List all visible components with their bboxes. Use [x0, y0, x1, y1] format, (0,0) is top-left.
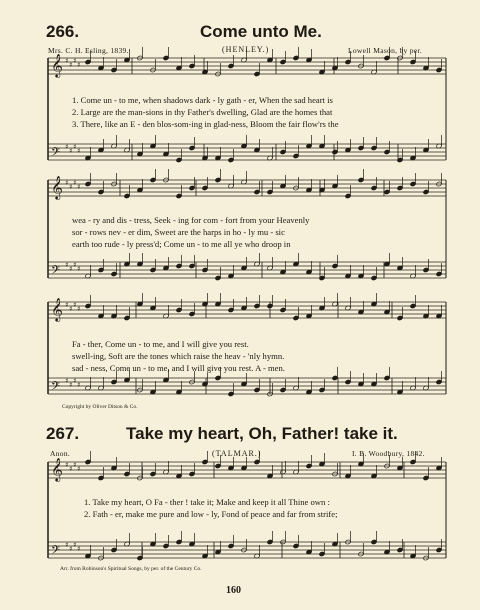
svg-text:♯: ♯ — [69, 61, 73, 69]
svg-text:♯: ♯ — [73, 143, 77, 151]
svg-text:♯: ♯ — [69, 183, 73, 191]
svg-text:♯: ♯ — [77, 305, 81, 313]
svg-text:♯: ♯ — [77, 465, 81, 473]
svg-text:𝄢: 𝄢 — [51, 146, 61, 162]
hymn-266-system-2-verse-1: wea - ry and dis - tress, Seek - ing for com - fort from your Heavenly — [72, 215, 310, 225]
svg-text:♯: ♯ — [77, 545, 81, 553]
hymn-266-title: Come unto Me. — [200, 22, 322, 41]
svg-text:♯: ♯ — [65, 261, 69, 269]
svg-text:𝄢: 𝄢 — [51, 264, 61, 280]
hymn-267-system-1-verse-1: 1. Take my heart, O Fa - ther ! take it; Make and keep it all Thine own : — [84, 497, 330, 507]
svg-text:♯: ♯ — [77, 61, 81, 69]
svg-text:𝄞: 𝄞 — [51, 297, 63, 321]
hymn-266-system-2-verse-3: earth too rude - ly press'd; Come un - to me all ye who droop in — [72, 239, 291, 249]
svg-text:♯: ♯ — [65, 143, 69, 151]
svg-text:♯: ♯ — [69, 147, 73, 155]
svg-text:♯: ♯ — [69, 381, 73, 389]
svg-text:♯: ♯ — [73, 301, 77, 309]
svg-text:♯: ♯ — [73, 461, 77, 469]
hymn-266-system-3-verse-2: swell-ing, Soft are the tones which raise the heav - 'nly hymn. — [72, 351, 285, 361]
svg-text:♯: ♯ — [77, 381, 81, 389]
hymn-267-author: Anon. — [50, 449, 71, 458]
page-number: 160 — [226, 585, 241, 596]
svg-text:𝄢: 𝄢 — [51, 380, 61, 396]
svg-text:♯: ♯ — [65, 301, 69, 309]
svg-text:𝄞: 𝄞 — [51, 457, 63, 481]
svg-text:♯: ♯ — [73, 261, 77, 269]
svg-text:♯: ♯ — [69, 305, 73, 313]
hymn-267-number: 267. — [46, 424, 80, 443]
svg-text:𝄢: 𝄢 — [51, 544, 61, 560]
hymn-266-system-1-verse-1: 1. Come un - to me, when shadows dark - ly gath - er, When the sad heart is — [72, 95, 333, 105]
svg-text:𝄞: 𝄞 — [51, 53, 63, 77]
svg-text:𝄞: 𝄞 — [51, 175, 63, 199]
hymn-266-system-1-verse-3: 3. There, like an E - den blos-som-ing in glad-ness, Bloom the fair flow'rs the — [72, 119, 339, 129]
svg-text:♯: ♯ — [73, 57, 77, 65]
hymn-266-system-3-verse-1: Fa - ther, Come un - to me, and I will give you rest. — [72, 339, 249, 349]
svg-text:♯: ♯ — [65, 57, 69, 65]
hymn-266-tune: (HENLEY.) — [222, 45, 270, 54]
svg-text:♯: ♯ — [69, 465, 73, 473]
hymn-266-composer: Lowell Mason, by per. — [348, 46, 422, 55]
svg-text:♯: ♯ — [65, 179, 69, 187]
hymn-266-number: 266. — [46, 22, 80, 41]
svg-text:♯: ♯ — [73, 377, 77, 385]
hymn-267-tune: (TALMAR.) — [212, 449, 262, 458]
hymn-266-author: Mrs. C. H. Esling, 1839. — [48, 46, 129, 55]
svg-text:♯: ♯ — [73, 179, 77, 187]
svg-text:♯: ♯ — [77, 265, 81, 273]
hymn-267-title: Take my heart, Oh, Father! take it. — [126, 424, 398, 443]
hymn-267-system-1-verse-2: 2. Fath - er, make me pure and low - ly, Fond of peace and far from strife; — [84, 509, 338, 519]
svg-text:♯: ♯ — [69, 265, 73, 273]
svg-text:♯: ♯ — [65, 541, 69, 549]
svg-text:♯: ♯ — [65, 461, 69, 469]
svg-text:♯: ♯ — [77, 147, 81, 155]
svg-text:♯: ♯ — [69, 545, 73, 553]
svg-text:♯: ♯ — [65, 377, 69, 385]
svg-text:♯: ♯ — [73, 541, 77, 549]
hymn-266-system-3-verse-3: sad - ness, Come un - to me, and I will give you rest. A - men. — [72, 363, 285, 373]
svg-text:♯: ♯ — [77, 183, 81, 191]
hymn-266-copyright: Copyright by Oliver Ditson & Co. — [62, 404, 138, 410]
hymn-266-system-1-verse-2: 2. Large are the man-sions in thy Father's dwelling, Glad are the homes that — [72, 107, 333, 117]
hymn-266-system-2-verse-2: sor - rows nev - er dim, Sweet are the harps in ho - ly mu - sic — [72, 227, 285, 237]
hymn-267-composer: I. B. Woodbury, 1842. — [352, 449, 425, 458]
hymn-267-arrangement: Arr. from Robinson's Spiritual Songs, by per. of the Century Co. — [60, 566, 202, 572]
